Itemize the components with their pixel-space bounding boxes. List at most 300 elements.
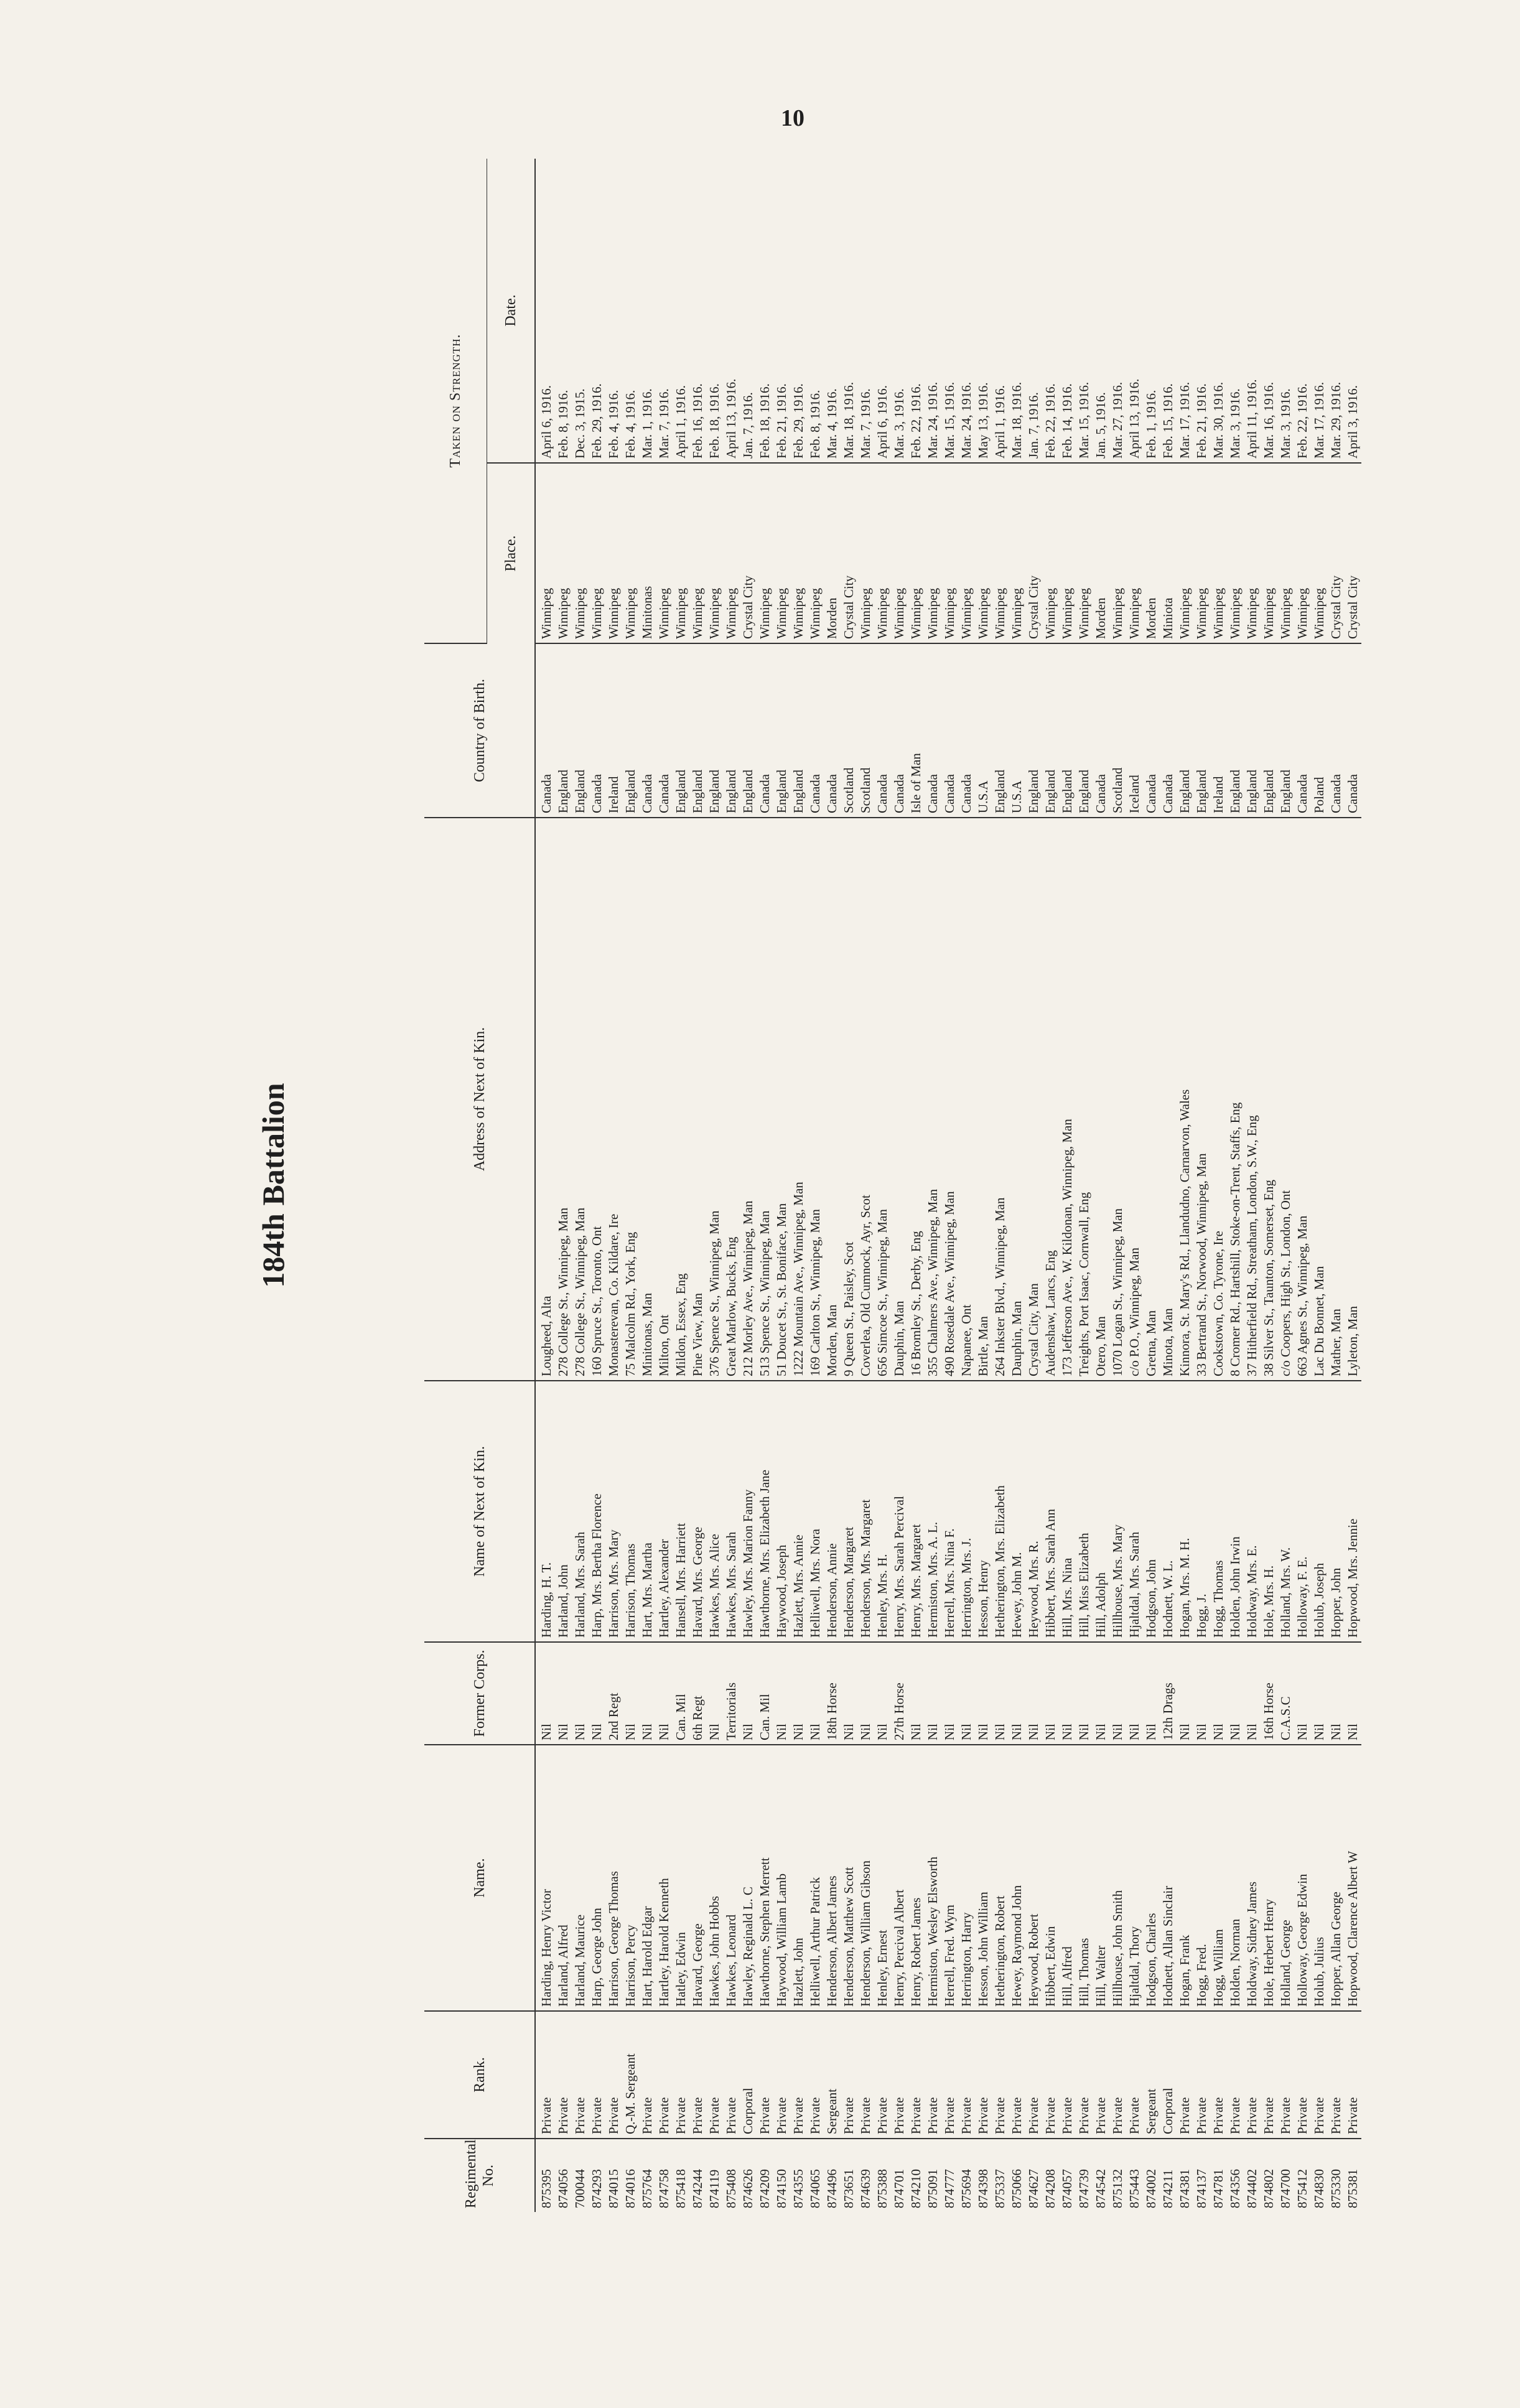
cell-country-of-birth: England bbox=[1177, 643, 1193, 818]
cell-next-of-kin-address: 51 Doucet St., St. Boniface, Man bbox=[773, 818, 790, 1381]
cell-rank: Private bbox=[1009, 2011, 1025, 2139]
cell-name: Hawkes, Leonard bbox=[723, 1745, 740, 2011]
cell-rank: Private bbox=[958, 2011, 975, 2139]
cell-regimental-no: 874356 bbox=[1228, 2169, 1243, 2208]
cell-tos-place: Morden bbox=[1143, 463, 1160, 643]
cell-country-of-birth: Scotland bbox=[1109, 643, 1126, 818]
cell-country-of-birth: Iceland bbox=[1126, 643, 1143, 818]
cell-former-corps: Territorials bbox=[723, 1642, 740, 1745]
cell-name: Hogan, Frank bbox=[1177, 1745, 1193, 2011]
page-number: 10 bbox=[781, 105, 804, 131]
cell-country-of-birth: England bbox=[723, 643, 740, 818]
table-row bbox=[1294, 159, 1311, 2212]
cell-next-of-kin-name: Hesson, Henry bbox=[975, 1381, 992, 1642]
cell-country-of-birth: England bbox=[1244, 643, 1261, 818]
cell-tos-date: Mar. 4, 1916. bbox=[824, 159, 841, 463]
cell-next-of-kin-name: Hodnett, W. L. bbox=[1160, 1381, 1177, 1642]
table-row bbox=[857, 159, 874, 2212]
cell-next-of-kin-name: Hazlett, Mrs. Annie bbox=[790, 1381, 807, 1642]
cell-name: Henley, Ernest bbox=[874, 1745, 891, 2011]
cell-next-of-kin-name: Henley, Mrs. H. bbox=[874, 1381, 891, 1642]
cell-next-of-kin-address: Treights, Port Isaac, Cornwall, Eng bbox=[1076, 818, 1093, 1381]
cell-tos-date: Feb. 29, 1916. bbox=[589, 159, 605, 463]
table-row bbox=[992, 159, 1009, 2212]
cell-tos-date: Jan. 7, 1916. bbox=[1025, 159, 1042, 463]
cell-former-corps: Nil bbox=[1193, 1642, 1210, 1745]
cell-next-of-kin-name: Hogg, J. bbox=[1193, 1381, 1210, 1642]
cell-rank: Sergeant bbox=[1143, 2011, 1160, 2139]
cell-next-of-kin-name: Herrington, Mrs. J. bbox=[958, 1381, 975, 1642]
cell-regimental-no: 875388 bbox=[875, 2169, 890, 2208]
cell-next-of-kin-name: Hillhouse, Mrs. Mary bbox=[1109, 1381, 1126, 1642]
cell-tos-place: Winnipeg bbox=[572, 463, 589, 643]
cell-next-of-kin-address: 278 College St., Winnipeg, Man bbox=[555, 818, 572, 1381]
cell-rank: Private bbox=[723, 2011, 740, 2139]
cell-name: Herrington, Harry bbox=[958, 1745, 975, 2011]
cell-next-of-kin-name: Herrell, Mrs. Nina F. bbox=[941, 1381, 958, 1642]
cell-next-of-kin-name: Hart, Mrs. Martha bbox=[639, 1381, 656, 1642]
cell-next-of-kin-name: Harland, John bbox=[555, 1381, 572, 1642]
table-row bbox=[1143, 159, 1160, 2212]
table-row bbox=[1345, 159, 1361, 2212]
cell-next-of-kin-address: 160 Spruce St., Toronto, Ont bbox=[589, 818, 605, 1381]
cell-next-of-kin-name: Holloway, F. E. bbox=[1294, 1381, 1311, 1642]
cell-name: Hibbert, Edwin bbox=[1042, 1745, 1059, 2011]
table-row bbox=[1210, 159, 1227, 2212]
cell-tos-date: Feb. 15, 1916. bbox=[1160, 159, 1177, 463]
cell-country-of-birth: England bbox=[622, 643, 639, 818]
cell-country-of-birth: Ireland bbox=[605, 643, 622, 818]
cell-name: Hogg, William bbox=[1210, 1745, 1227, 2011]
cell-tos-date: Feb. 22, 1916. bbox=[1294, 159, 1311, 463]
cell-tos-date: Mar. 24, 1916. bbox=[925, 159, 941, 463]
cell-regimental-no: 874627 bbox=[1026, 2169, 1041, 2208]
cell-rank: Private bbox=[1345, 2011, 1361, 2139]
cell-next-of-kin-address: c/o P.O., Winnipeg, Man bbox=[1126, 818, 1143, 1381]
cell-tos-place: Winnipeg bbox=[622, 463, 639, 643]
cell-country-of-birth: Canada bbox=[535, 643, 555, 818]
cell-tos-place: Winnipeg bbox=[656, 463, 673, 643]
cell-regimental-no: 875066 bbox=[1009, 2169, 1024, 2208]
cell-next-of-kin-address: Dauphin, Man bbox=[1009, 818, 1025, 1381]
cell-name: Hewey, Raymond John bbox=[1009, 1745, 1025, 2011]
cell-former-corps: Nil bbox=[1345, 1642, 1361, 1745]
cell-country-of-birth: England bbox=[1042, 643, 1059, 818]
cell-tos-date: Mar. 17, 1916. bbox=[1311, 159, 1328, 463]
cell-country-of-birth: England bbox=[1277, 643, 1294, 818]
cell-name: Hill, Walter bbox=[1093, 1745, 1109, 2011]
cell-name: Hodgson, Charles bbox=[1143, 1745, 1160, 2011]
cell-next-of-kin-address: Napanee, Ont bbox=[958, 818, 975, 1381]
cell-former-corps: Nil bbox=[1244, 1642, 1261, 1745]
cell-tos-place: Winnipeg bbox=[1126, 463, 1143, 643]
cell-tos-place: Winnipeg bbox=[1277, 463, 1294, 643]
cell-regimental-no: 874002 bbox=[1144, 2169, 1159, 2208]
cell-tos-place: Winnipeg bbox=[975, 463, 992, 643]
cell-next-of-kin-name: Hill, Adolph bbox=[1093, 1381, 1109, 1642]
cell-former-corps: Nil bbox=[706, 1642, 723, 1745]
cell-next-of-kin-name: Henry, Mrs. Sarah Percival bbox=[891, 1381, 908, 1642]
table-row bbox=[790, 159, 807, 2212]
cell-next-of-kin-name: Hartley, Alexander bbox=[656, 1381, 673, 1642]
cell-next-of-kin-address: Otero, Man bbox=[1093, 818, 1109, 1381]
cell-country-of-birth: Canada bbox=[941, 643, 958, 818]
cell-regimental-no: 873651 bbox=[841, 2169, 856, 2208]
table-row bbox=[757, 159, 773, 2212]
cell-country-of-birth: England bbox=[1059, 643, 1076, 818]
cell-next-of-kin-name: Holdway, Mrs. E. bbox=[1244, 1381, 1261, 1642]
cell-name: Harrison, Percy bbox=[622, 1745, 639, 2011]
cell-name: Harland, Maurice bbox=[572, 1745, 589, 2011]
cell-regimental-no: 874056 bbox=[556, 2169, 571, 2208]
cell-next-of-kin-address: 355 Chalmers Ave., Winnipeg, Man bbox=[925, 818, 941, 1381]
cell-rank: Private bbox=[673, 2011, 689, 2139]
cell-regimental-no: 875412 bbox=[1295, 2169, 1310, 2208]
cell-tos-date: Feb. 18, 1916. bbox=[706, 159, 723, 463]
cell-tos-place: Winnipeg bbox=[1311, 463, 1328, 643]
table-row bbox=[925, 159, 941, 2212]
cell-regimental-no: 874626 bbox=[740, 2169, 755, 2208]
cell-tos-place: Winnipeg bbox=[1244, 463, 1261, 643]
cell-regimental-no: 874381 bbox=[1177, 2169, 1192, 2208]
battalion-roster-table bbox=[424, 159, 1361, 2212]
cell-tos-place: Morden bbox=[1093, 463, 1109, 643]
cell-rank: Private bbox=[589, 2011, 605, 2139]
cell-former-corps: Nil bbox=[1210, 1642, 1227, 1745]
cell-country-of-birth: England bbox=[572, 643, 589, 818]
cell-next-of-kin-name: Hole, Mrs. H. bbox=[1261, 1381, 1277, 1642]
cell-next-of-kin-address: 663 Agnes St., Winnipeg, Man bbox=[1294, 818, 1311, 1381]
cell-rank: Private bbox=[689, 2011, 706, 2139]
cell-rank: Private bbox=[841, 2011, 857, 2139]
table-row bbox=[622, 159, 639, 2212]
cell-former-corps: Nil bbox=[555, 1642, 572, 1745]
cell-tos-date: Mar. 16, 1916. bbox=[1261, 159, 1277, 463]
cell-tos-place: Crystal City bbox=[1328, 463, 1345, 643]
cell-name: Henderson, Matthew Scott bbox=[841, 1745, 857, 2011]
cell-rank: Private bbox=[572, 2011, 589, 2139]
cell-rank: Private bbox=[555, 2011, 572, 2139]
cell-tos-date: Feb. 18, 1916. bbox=[757, 159, 773, 463]
cell-former-corps: 18th Horse bbox=[824, 1642, 841, 1745]
cell-next-of-kin-name: Harrison, Mrs. Mary bbox=[605, 1381, 622, 1642]
col-header-taken-on-strength: Taken on Strength. bbox=[424, 159, 487, 643]
cell-former-corps: Nil bbox=[941, 1642, 958, 1745]
cell-tos-place: Miniota bbox=[1160, 463, 1177, 643]
cell-country-of-birth: England bbox=[1076, 643, 1093, 818]
cell-next-of-kin-address: 169 Carlton St., Winnipeg, Man bbox=[807, 818, 824, 1381]
cell-tos-place: Winnipeg bbox=[1009, 463, 1025, 643]
cell-next-of-kin-address: 38 Silver St., Taunton, Somerset, Eng bbox=[1261, 818, 1277, 1381]
cell-former-corps: Nil bbox=[1227, 1642, 1244, 1745]
cell-tos-place: Winnipeg bbox=[706, 463, 723, 643]
table-row bbox=[723, 159, 740, 2212]
cell-tos-place: Winnipeg bbox=[1059, 463, 1076, 643]
cell-country-of-birth: Canada bbox=[1143, 643, 1160, 818]
cell-rank: Private bbox=[535, 2011, 555, 2139]
cell-next-of-kin-name: Havard, Mrs. George bbox=[689, 1381, 706, 1642]
page-title: 184th Battalion bbox=[256, 1083, 291, 1288]
cell-rank: Private bbox=[1277, 2011, 1294, 2139]
cell-rank: Private bbox=[807, 2011, 824, 2139]
cell-former-corps: Nil bbox=[1009, 1642, 1025, 1745]
cell-tos-date: Feb. 21, 1916. bbox=[1193, 159, 1210, 463]
cell-country-of-birth: Canada bbox=[1328, 643, 1345, 818]
table-row bbox=[1160, 159, 1177, 2212]
cell-country-of-birth: England bbox=[706, 643, 723, 818]
cell-tos-date: Jan. 5, 1916. bbox=[1093, 159, 1109, 463]
cell-next-of-kin-name: Hodgson, John bbox=[1143, 1381, 1160, 1642]
cell-next-of-kin-name: Hopwood, Mrs. Jennie bbox=[1345, 1381, 1361, 1642]
cell-next-of-kin-address: 490 Rosedale Ave., Winnipeg, Man bbox=[941, 818, 958, 1381]
cell-tos-date: Feb. 4, 1916. bbox=[622, 159, 639, 463]
cell-country-of-birth: England bbox=[740, 643, 757, 818]
cell-tos-date: Mar. 1, 1916. bbox=[639, 159, 656, 463]
cell-tos-place: Winnipeg bbox=[1261, 463, 1277, 643]
cell-next-of-kin-address: 37 Hitherfield Rd., Streatham, London, S.W., Eng bbox=[1244, 818, 1261, 1381]
cell-next-of-kin-address: Birtle, Man bbox=[975, 818, 992, 1381]
cell-tos-place: Minitonas bbox=[639, 463, 656, 643]
cell-name: Hogg, Fred. bbox=[1193, 1745, 1210, 2011]
cell-next-of-kin-name: Henry, Mrs. Margaret bbox=[908, 1381, 925, 1642]
cell-tos-date: April 3, 1916. bbox=[1345, 159, 1361, 463]
cell-name: Hill, Thomas bbox=[1076, 1745, 1093, 2011]
cell-name: Henderson, William Gibson bbox=[857, 1745, 874, 2011]
cell-name: Holland, George bbox=[1277, 1745, 1294, 2011]
cell-rank: Private bbox=[1244, 2011, 1261, 2139]
cell-next-of-kin-address: 75 Malcolm Rd., York, Eng bbox=[622, 818, 639, 1381]
cell-name: Holloway, George Edwin bbox=[1294, 1745, 1311, 2011]
cell-regimental-no: 874802 bbox=[1261, 2169, 1276, 2208]
cell-regimental-no: 874496 bbox=[824, 2169, 839, 2208]
cell-next-of-kin-name: Holden, John Irwin bbox=[1227, 1381, 1244, 1642]
cell-rank: Corporal bbox=[1160, 2011, 1177, 2139]
cell-next-of-kin-address: Lac Du Bonnet, Man bbox=[1311, 818, 1328, 1381]
cell-former-corps: Nil bbox=[572, 1642, 589, 1745]
cell-rank: Private bbox=[773, 2011, 790, 2139]
cell-former-corps: Nil bbox=[992, 1642, 1009, 1745]
cell-next-of-kin-name: Hansell, Mrs. Harriett bbox=[673, 1381, 689, 1642]
cell-former-corps: Nil bbox=[807, 1642, 824, 1745]
col-header-address-next-of-kin: Address of Next of Kin. bbox=[424, 818, 535, 1381]
cell-tos-place: Winnipeg bbox=[1193, 463, 1210, 643]
cell-name: Holub, Julius bbox=[1311, 1745, 1328, 2011]
cell-tos-date: April 6, 1916. bbox=[874, 159, 891, 463]
cell-former-corps: Nil bbox=[1126, 1642, 1143, 1745]
cell-next-of-kin-address: Minota, Man bbox=[1160, 818, 1177, 1381]
cell-country-of-birth: Isle of Man bbox=[908, 643, 925, 818]
cell-next-of-kin-address: Mildon, Essex, Eng bbox=[673, 818, 689, 1381]
cell-name: Hillhouse, John Smith bbox=[1109, 1745, 1126, 2011]
table-row bbox=[941, 159, 958, 2212]
cell-tos-place: Winnipeg bbox=[925, 463, 941, 643]
cell-regimental-no: 875091 bbox=[925, 2169, 940, 2208]
cell-regimental-no: 875764 bbox=[640, 2169, 655, 2208]
table-row bbox=[656, 159, 673, 2212]
cell-rank: Private bbox=[1126, 2011, 1143, 2139]
table-row bbox=[1193, 159, 1210, 2212]
cell-country-of-birth: England bbox=[790, 643, 807, 818]
cell-next-of-kin-name: Hjaltdal, Mrs. Sarah bbox=[1126, 1381, 1143, 1642]
cell-country-of-birth: Poland bbox=[1311, 643, 1328, 818]
cell-country-of-birth: England bbox=[555, 643, 572, 818]
cell-regimental-no: 874150 bbox=[774, 2169, 789, 2208]
cell-tos-place: Winnipeg bbox=[1042, 463, 1059, 643]
cell-name: Hill, Alfred bbox=[1059, 1745, 1076, 2011]
cell-former-corps: Nil bbox=[908, 1642, 925, 1745]
cell-next-of-kin-name: Henderson, Margaret bbox=[841, 1381, 857, 1642]
cell-name: Harrison, George Thomas bbox=[605, 1745, 622, 2011]
cell-country-of-birth: U.S.A bbox=[975, 643, 992, 818]
cell-next-of-kin-address: Coverlea, Old Cumnock, Ayr, Scot bbox=[857, 818, 874, 1381]
cell-next-of-kin-address: 656 Simcoe St., Winnipeg, Man bbox=[874, 818, 891, 1381]
cell-tos-place: Winnipeg bbox=[874, 463, 891, 643]
table-row bbox=[1109, 159, 1126, 2212]
cell-tos-place: Winnipeg bbox=[555, 463, 572, 643]
cell-former-corps: 6th Regt bbox=[689, 1642, 706, 1745]
cell-former-corps: Nil bbox=[1042, 1642, 1059, 1745]
cell-tos-place: Winnipeg bbox=[891, 463, 908, 643]
table-row bbox=[975, 159, 992, 2212]
cell-regimental-no: 875408 bbox=[724, 2169, 739, 2208]
cell-rank: Private bbox=[975, 2011, 992, 2139]
cell-rank: Private bbox=[908, 2011, 925, 2139]
cell-name: Hawley, Reginald L. C bbox=[740, 1745, 757, 2011]
cell-tos-date: Mar. 15, 1916. bbox=[1076, 159, 1093, 463]
cell-tos-date: Jan. 7, 1916. bbox=[740, 159, 757, 463]
cell-former-corps: Nil bbox=[740, 1642, 757, 1745]
cell-regimental-no: 700044 bbox=[572, 2169, 587, 2208]
cell-next-of-kin-name: Harrison, Thomas bbox=[622, 1381, 639, 1642]
cell-regimental-no: 874402 bbox=[1244, 2169, 1259, 2208]
cell-tos-date: Feb. 4, 1916. bbox=[605, 159, 622, 463]
table-row bbox=[874, 159, 891, 2212]
cell-next-of-kin-address: 33 Bertrand St., Norwood, Winnipeg, Man bbox=[1193, 818, 1210, 1381]
cell-name: Hetherington, Robert bbox=[992, 1745, 1009, 2011]
cell-country-of-birth: Scotland bbox=[857, 643, 874, 818]
table-row bbox=[841, 159, 857, 2212]
cell-tos-place: Winnipeg bbox=[857, 463, 874, 643]
col-header-place: Place. bbox=[487, 463, 536, 643]
cell-former-corps: Nil bbox=[656, 1642, 673, 1745]
cell-tos-place: Crystal City bbox=[841, 463, 857, 643]
cell-regimental-no: 874355 bbox=[791, 2169, 806, 2208]
cell-country-of-birth: Canada bbox=[1294, 643, 1311, 818]
cell-next-of-kin-address: Mather, Man bbox=[1328, 818, 1345, 1381]
cell-tos-date: Feb. 14, 1916. bbox=[1059, 159, 1076, 463]
cell-name: Herrell, Fred. Wym bbox=[941, 1745, 958, 2011]
cell-rank: Private bbox=[941, 2011, 958, 2139]
cell-tos-date: Dec. 3, 1915. bbox=[572, 159, 589, 463]
cell-former-corps: Can. Mil bbox=[673, 1642, 689, 1745]
cell-rank: Private bbox=[1261, 2011, 1277, 2139]
table-row bbox=[535, 159, 555, 2212]
cell-rank: Corporal bbox=[740, 2011, 757, 2139]
cell-regimental-no: 875337 bbox=[992, 2169, 1007, 2208]
cell-next-of-kin-name: Helliwell, Mrs. Nora bbox=[807, 1381, 824, 1642]
cell-rank: Private bbox=[790, 2011, 807, 2139]
cell-tos-date: Mar. 30, 1916. bbox=[1210, 159, 1227, 463]
cell-tos-date: April 13, 1916. bbox=[1126, 159, 1143, 463]
cell-tos-place: Winnipeg bbox=[807, 463, 824, 643]
cell-next-of-kin-address: 264 Inkster Blvd., Winnipeg, Man bbox=[992, 818, 1009, 1381]
cell-name: Hawthorne, Stephen Merrett bbox=[757, 1745, 773, 2011]
cell-next-of-kin-name: Hawley, Mrs. Marion Fanny bbox=[740, 1381, 757, 1642]
cell-tos-place: Winnipeg bbox=[723, 463, 740, 643]
cell-name: Henderson, Albert James bbox=[824, 1745, 841, 2011]
cell-former-corps: C.A.S.C bbox=[1277, 1642, 1294, 1745]
cell-tos-place: Crystal City bbox=[1025, 463, 1042, 643]
cell-country-of-birth: England bbox=[773, 643, 790, 818]
cell-tos-date: Mar. 3, 1916. bbox=[1277, 159, 1294, 463]
cell-regimental-no: 875694 bbox=[959, 2169, 974, 2208]
cell-regimental-no: 874777 bbox=[942, 2169, 957, 2208]
cell-name: Hawkes, John Hobbs bbox=[706, 1745, 723, 2011]
cell-former-corps: 2nd Regt bbox=[605, 1642, 622, 1745]
cell-next-of-kin-address: Lougheed, Alta bbox=[535, 818, 555, 1381]
cell-former-corps: Nil bbox=[857, 1642, 874, 1745]
cell-next-of-kin-name: Harding, H. T. bbox=[535, 1381, 555, 1642]
cell-next-of-kin-address: Great Marlow, Bucks, Eng bbox=[723, 818, 740, 1381]
cell-name: Henry, Percival Albert bbox=[891, 1745, 908, 2011]
cell-name: Haywood, William Lamb bbox=[773, 1745, 790, 2011]
cell-country-of-birth: Scotland bbox=[841, 643, 857, 818]
cell-former-corps: Nil bbox=[1093, 1642, 1109, 1745]
cell-rank: Private bbox=[639, 2011, 656, 2139]
table-row bbox=[555, 159, 572, 2212]
table-row bbox=[1025, 159, 1042, 2212]
cell-tos-place: Winnipeg bbox=[958, 463, 975, 643]
rotated-page-content bbox=[251, 159, 1365, 2212]
cell-tos-place: Winnipeg bbox=[689, 463, 706, 643]
cell-tos-place: Winnipeg bbox=[773, 463, 790, 643]
cell-next-of-kin-name: Henderson, Mrs. Margaret bbox=[857, 1381, 874, 1642]
cell-tos-date: Mar. 29, 1916. bbox=[1328, 159, 1345, 463]
cell-country-of-birth: Canada bbox=[925, 643, 941, 818]
cell-regimental-no: 874700 bbox=[1278, 2169, 1293, 2208]
cell-country-of-birth: England bbox=[1227, 643, 1244, 818]
cell-tos-date: April 6, 1916. bbox=[535, 159, 555, 463]
cell-rank: Private bbox=[857, 2011, 874, 2139]
table-row bbox=[1244, 159, 1261, 2212]
cell-tos-date: Feb. 8, 1916. bbox=[807, 159, 824, 463]
cell-tos-date: May 13, 1916. bbox=[975, 159, 992, 463]
cell-tos-place: Crystal City bbox=[1345, 463, 1361, 643]
cell-country-of-birth: England bbox=[992, 643, 1009, 818]
cell-next-of-kin-address: 278 College St., Winnipeg, Man bbox=[572, 818, 589, 1381]
cell-regimental-no: 874015 bbox=[606, 2169, 621, 2208]
cell-next-of-kin-name: Holland, Mrs. W. bbox=[1277, 1381, 1294, 1642]
cell-next-of-kin-name: Harp, Mrs. Bertha Florence bbox=[589, 1381, 605, 1642]
table-row bbox=[1009, 159, 1025, 2212]
table-row bbox=[605, 159, 622, 2212]
cell-name: Hazlett, John bbox=[790, 1745, 807, 2011]
table-row bbox=[706, 159, 723, 2212]
cell-tos-date: Mar. 7, 1916. bbox=[656, 159, 673, 463]
cell-next-of-kin-address: Minitonas, Man bbox=[639, 818, 656, 1381]
cell-regimental-no: 875132 bbox=[1110, 2169, 1125, 2208]
cell-tos-place: Winnipeg bbox=[1210, 463, 1227, 643]
cell-regimental-no: 874758 bbox=[656, 2169, 671, 2208]
cell-name: Hopwood, Clarence Albert W bbox=[1345, 1745, 1361, 2011]
cell-name: Holdway, Sidney James bbox=[1244, 1745, 1261, 2011]
cell-next-of-kin-address: Morden, Man bbox=[824, 818, 841, 1381]
cell-rank: Private bbox=[1059, 2011, 1076, 2139]
cell-next-of-kin-address: 9 Queen St., Paisley, Scot bbox=[841, 818, 857, 1381]
cell-regimental-no: 874542 bbox=[1093, 2169, 1108, 2208]
cell-tos-place: Winnipeg bbox=[589, 463, 605, 643]
cell-rank: Private bbox=[1193, 2011, 1210, 2139]
